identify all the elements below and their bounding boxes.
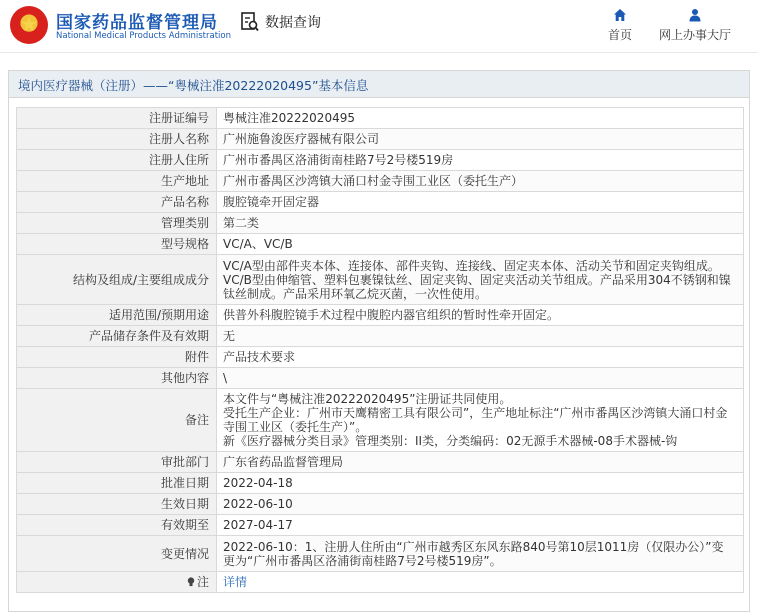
note-label-text: 注 — [196, 575, 209, 589]
table-row — [17, 572, 744, 593]
table-row — [17, 326, 744, 347]
field-value: VC/A型由部件夹本体、连接体、部件夹钩、连接线、固定夹本体、活动关节和固定夹钩组成。VC/B型由伸缩管、塑料包裹镍钛丝、固定夹钩、固定夹活动关节组成。产品采用304不锈钢和镍钛丝制成。产品采用环氧乙烷灭菌，一次性使用。 — [217, 255, 744, 305]
field-label: 适用范围/预期用途 — [17, 305, 217, 326]
data-query-label: 数据查询 — [265, 15, 321, 31]
table-row — [17, 108, 744, 129]
table-row — [17, 389, 744, 452]
field-label: 有效期至 — [17, 515, 217, 536]
data-query-link[interactable] — [241, 12, 321, 32]
table-row — [17, 213, 744, 234]
table-row — [17, 515, 744, 536]
field-label: 产品储存条件及有效期 — [17, 326, 217, 347]
table-row — [17, 192, 744, 213]
field-value: 无 — [217, 326, 744, 347]
user-icon — [688, 8, 702, 22]
brand-name-en: National Medical Products Administration — [56, 31, 231, 41]
note-label — [17, 572, 217, 593]
remark-line: 受托生产企业：广州市天鹰精密工具有限公司”，生产地址标注“广州市番禺区沙湾镇大涌口村金寺围工业区（委托生产）”。 — [223, 406, 728, 434]
field-value: 产品技术要求 — [217, 347, 744, 368]
field-value: 腹腔镜牵开固定器 — [217, 192, 744, 213]
field-value: 2022-06-10：1、注册人住所由“广州市越秀区东风东路840号第10层1011房（仅限办公）”变更为“广州市番禺区洛浦街南桂路7号2号楼519房”。 — [217, 536, 744, 572]
detail-table — [16, 107, 744, 593]
field-label: 结构及组成/主要组成成分 — [17, 255, 217, 305]
table-row — [17, 536, 744, 572]
nav-hall-label: 网上办事大厅 — [658, 28, 731, 42]
search-icon — [241, 12, 259, 32]
table-row — [17, 452, 744, 473]
field-value: 粤械注准20222020495 — [217, 108, 744, 129]
field-value: 第二类 — [217, 213, 744, 234]
remark-line: 新《医疗器械分类目录》管理类别：II类，分类编码：02无源手术器械-08手术器械-钩 — [223, 434, 678, 448]
field-label: 注册人住所 — [17, 150, 217, 171]
detail-panel — [8, 70, 750, 612]
nav-home-label: 首页 — [607, 28, 632, 42]
table-row — [17, 234, 744, 255]
field-label: 备注 — [17, 389, 217, 452]
field-label: 生产地址 — [17, 171, 217, 192]
field-label: 批准日期 — [17, 473, 217, 494]
table-row — [17, 368, 744, 389]
remark-line: 本文件与“粤械注准20222020495”注册证共同使用。 — [223, 392, 512, 406]
field-label: 审批部门 — [17, 452, 217, 473]
brand-name-cn: 国家药品监督管理局 — [56, 13, 218, 33]
table-row — [17, 255, 744, 305]
field-value: 广州市番禺区洛浦街南桂路7号2号楼519房 — [217, 150, 744, 171]
nav-online-service-hall[interactable] — [655, 8, 735, 43]
table-row — [17, 150, 744, 171]
lightbulb-icon — [187, 577, 195, 587]
field-value — [217, 572, 744, 593]
table-row — [17, 473, 744, 494]
field-value: \ — [217, 368, 744, 389]
field-value: 2027-04-17 — [217, 515, 744, 536]
field-value: 2022-06-10 — [217, 494, 744, 515]
field-value — [217, 389, 744, 452]
nav-home[interactable] — [603, 8, 637, 43]
panel-title: 境内医疗器械（注册）——“粤械注准20222020495”基本信息 — [9, 71, 749, 98]
field-label: 型号规格 — [17, 234, 217, 255]
field-label: 注册人名称 — [17, 129, 217, 150]
field-value: 广州市番禺区沙湾镇大涌口村金寺围工业区（委托生产） — [217, 171, 744, 192]
home-icon — [613, 8, 627, 22]
table-row — [17, 171, 744, 192]
field-label: 注册证编号 — [17, 108, 217, 129]
table-row — [17, 129, 744, 150]
table-row — [17, 494, 744, 515]
field-label: 附件 — [17, 347, 217, 368]
header-divider — [0, 52, 758, 67]
field-value: 广州施鲁浚医疗器械有限公司 — [217, 129, 744, 150]
field-value: 广东省药品监督管理局 — [217, 452, 744, 473]
field-value: 2022-04-18 — [217, 473, 744, 494]
field-label: 变更情况 — [17, 536, 217, 572]
emblem-logo — [10, 6, 48, 44]
details-link[interactable]: 详情 — [223, 575, 248, 589]
table-row — [17, 347, 744, 368]
field-value: VC/A、VC/B — [217, 234, 744, 255]
field-label: 生效日期 — [17, 494, 217, 515]
field-label: 产品名称 — [17, 192, 217, 213]
site-header — [0, 0, 758, 52]
field-value: 供普外科腹腔镜手术过程中腹腔内器官组织的暂时性牵开固定。 — [217, 305, 744, 326]
field-label: 其他内容 — [17, 368, 217, 389]
field-label: 管理类别 — [17, 213, 217, 234]
table-row — [17, 305, 744, 326]
